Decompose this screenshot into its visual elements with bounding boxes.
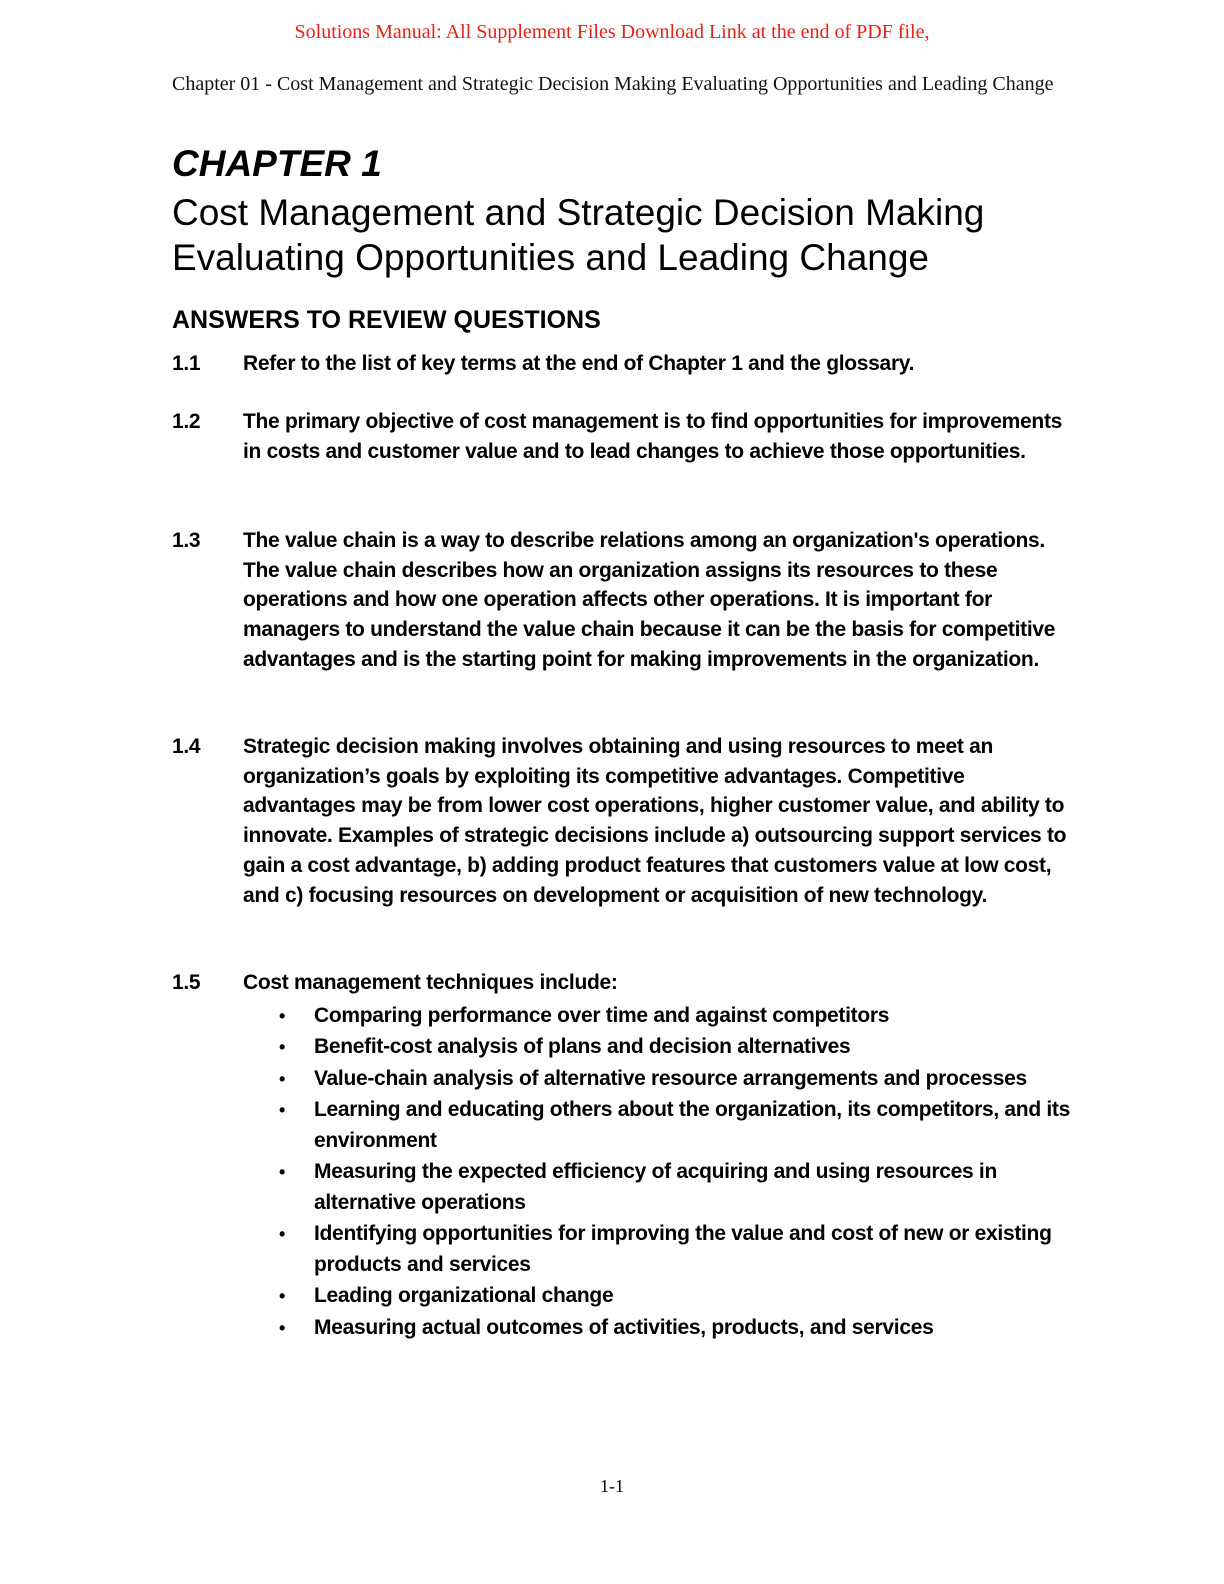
list-item	[243, 1157, 1082, 1218]
list-item-text: Value-chain analysis of alternative resource arrangements and processes	[314, 1066, 1027, 1090]
answer-number: 1.4	[172, 735, 201, 758]
bullet-icon: •	[279, 1068, 286, 1089]
list-item-text: Comparing performance over time and against competitors	[314, 1003, 890, 1027]
list-item	[243, 1064, 1082, 1095]
answer-text: Strategic decision making involves obtaining and using resources to meet an organization’s goals by exploiting its competitive advantages. Competitive advantages may be from lower cost operations, higher customer value, and ability to innovate. Examples of strategic decisions include a) outsourcing support services to gain a cost advantage, b) adding product features that customers value at low cost, and c) focusing resources on development or acquisition of new technology.	[243, 735, 1067, 907]
answer-1-2	[172, 407, 1082, 466]
answer-number: 1.1	[172, 352, 201, 375]
answer-1-4	[172, 732, 1082, 910]
list-item-text: Leading organizational change	[314, 1284, 614, 1308]
technique-list	[243, 1001, 1082, 1344]
answer-text: Cost management techniques include:	[243, 971, 618, 994]
list-item	[243, 1281, 1082, 1312]
answer-number: 1.3	[172, 529, 201, 552]
answer-text: Refer to the list of key terms at the end of Chapter 1 and the glossary.	[243, 352, 915, 375]
list-item	[243, 1313, 1082, 1344]
bullet-icon: •	[279, 1005, 286, 1026]
answer-number: 1.2	[172, 410, 201, 433]
list-item-text: Measuring the expected efficiency of acquiring and using resources in alternative operations	[314, 1160, 997, 1214]
answer-1-5	[172, 968, 1082, 1344]
answer-1-3	[172, 526, 1082, 675]
bullet-icon: •	[279, 1162, 286, 1183]
download-banner: Solutions Manual: All Supplement Files Download Link at the end of PDF file,	[294, 21, 930, 43]
list-item	[243, 1219, 1082, 1280]
answer-1-1	[172, 349, 1082, 379]
list-item	[243, 1032, 1082, 1063]
chapter-label: CHAPTER 1	[172, 143, 382, 184]
running-header: Chapter 01 - Cost Management and Strategic Decision Making Evaluating Opportunities and Leading Change	[172, 73, 1054, 95]
answer-number: 1.5	[172, 971, 201, 994]
answer-text: The primary objective of cost management is to find opportunities for improvements in costs and customer value and to lead changes to achieve those opportunities.	[243, 410, 1063, 463]
list-item	[243, 1001, 1082, 1032]
bullet-icon: •	[279, 1317, 286, 1338]
list-item	[243, 1095, 1082, 1156]
bullet-icon: •	[279, 1224, 286, 1245]
list-item-text: Benefit-cost analysis of plans and decision alternatives	[314, 1035, 851, 1059]
answer-text: The value chain is a way to describe relations among an organization's operations. The value chain describes how an organization assigns its resources to these operations and how one operation affects other operations. It is important for managers to understand the value chain because it can be the basis for competitive advantages and is the starting point for making improvements in the organization.	[243, 529, 1056, 671]
section-heading: ANSWERS TO REVIEW QUESTIONS	[172, 306, 601, 334]
list-item-text: Measuring actual outcomes of activities, products, and services	[314, 1315, 934, 1339]
chapter-title: Cost Management and Strategic Decision Making Evaluating Opportunities and Leading Change	[172, 192, 985, 278]
bullet-icon: •	[279, 1286, 286, 1307]
bullet-icon: •	[279, 1037, 286, 1058]
list-item-text: Identifying opportunities for improving the value and cost of new or existing products and services	[314, 1222, 1052, 1276]
list-item-text: Learning and educating others about the organization, its competitors, and its environment	[314, 1098, 1071, 1152]
page-number: 1-1	[600, 1476, 624, 1496]
bullet-icon: •	[279, 1100, 286, 1121]
